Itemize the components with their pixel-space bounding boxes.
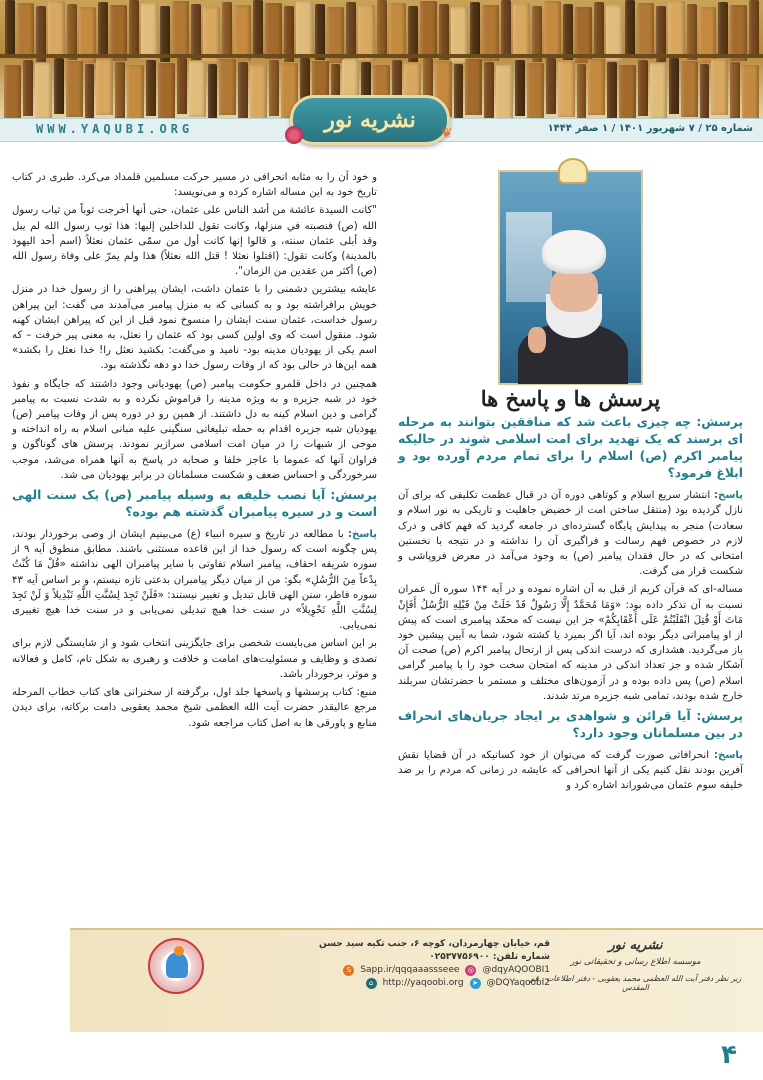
footer-social-row (220, 977, 550, 990)
book-spine (98, 2, 108, 58)
book-spine (4, 65, 21, 118)
answer-label: پاسخ: (713, 490, 743, 502)
answer-paragraph (398, 748, 743, 794)
body-paragraph: و خود آن را به مثابه انحرافی در مسیر حرکت مسلمین قلمداد می‌کرد. طبری در کتاب تاریخ خود به این مساله اشاره کرده و می‌نویسد: (12, 172, 377, 199)
body-paragraph: همچنین در داخل قلمرو حکومت پیامبر (ص) یهودیانی وجود داشتند که جایگاه و نفوذ خود در شبه جزیره و به ویژه مدینه را فراموش نکرده و به شدت نسبت به پیامبر گرامی و دین اسلام کینه به دل داشتند. از همین رو در دوره پس از وفات پیامبر (ص) یهودیان شبه جزیره اقدام به حمله تبلیغاتی سنگینی علیه مبانی اسلام به راه انداخته و موجی از شبهات را در میان امت اسلامی سرازیر نمودند. پرسش های گوناگون و فراوان آنها که عموما با عاجز خلفا و صحابه در پاسخ به آنها همراه می‌شد، موجب سرخوردگی و احساس ضعف و شکست مسلمانان در برابر یهودیان می شد. (12, 378, 377, 481)
book-spine (606, 5, 623, 61)
journal-logo (290, 95, 453, 145)
book-spine (730, 5, 747, 61)
book-spine (127, 65, 144, 118)
portrait-face (550, 268, 598, 312)
book-spine (265, 3, 282, 59)
book-spine (439, 4, 449, 60)
section-title: پرسش ها و پاسخ ها (480, 386, 661, 411)
arabic-quote: "كانت السيدة عائشة من أشد الناس على عثمان، حتى أنها أخرجت ثوباً من ثياب رسول الله (ص) فنصبته في منزلها، وكانت تقول للداخلين إليها: هذا ثوب رسول الله لم يبل وقد أبلى عثمان سنته، و قالوا إنها كانت أول من سمّى عثمان نعثلاً (اسم أحد اليهود بالمدينة) وكانت تقول: (اقتلوا نعثلا ! قتل الله نعثلاً) هذا ولم يمرّ على وفاة رسول الله (ص) أكثر من عقدين من الزمان". (12, 205, 377, 278)
book-spine (650, 63, 667, 118)
telegram-icon: ➤ (470, 978, 481, 989)
book-spine (96, 59, 113, 115)
chandelier-icon (558, 158, 588, 184)
soroush-icon: S (343, 965, 354, 976)
book-spine (625, 0, 635, 56)
book-spine (577, 64, 587, 118)
book-spine (189, 61, 206, 117)
answer-text: انحرافاتی صورت گرفت که می‌توان از خود کسانیکه در آن قضایا نقش آفرین بودند نقل کنیم یکی از آنها انحرافی که عایشه در زمانی که مردم را بر ضد خلیفه سوم عثمان می‌شوراند اشاره کرد و (398, 750, 743, 792)
book-spine (749, 0, 759, 56)
book-spine (219, 59, 236, 115)
book-spine (85, 64, 95, 118)
footer-band (70, 928, 763, 1032)
footer-contact-info (220, 938, 550, 990)
book-spine (389, 3, 406, 59)
answer-text: با مطالعه در تاریخ و سیره انبیاء (ع) می‌بینیم ایشان از وصی برخوردار بودند، پس چگونه است که رسول خدا از این قاعده مستثنی باشند. مطابق منطوق آیه ۹ از سوره شریفه احقاف، پیامبر اسلام تفاوتی با سایر پیامبران الهی نداشته «قُلْ مَا كُنْتُ بِدْعاً مِنَ الرُّسُلِ» بگو: من از میان دیگر پیامبران بدعتی تازه نیستم، و بر اساس آیه ۴۳ سوره فاطر، سنن الهی قابل تبدیل و تغییر نیستند: «فَلَنْ تَجِدَ لِسُنَّتِ اللَّهِ تَبْدِيلاً وَ لَنْ تَجِدَ لِسُنَّتِ اللَّهِ تَحْوِيلاً» در سنت خدا هیچ تبدیلی نمی‌یابی و در سنت خدا هیچ تغییری نمی‌یابی. (12, 529, 377, 632)
book-spine (588, 59, 605, 115)
book-spine (222, 2, 232, 58)
question-heading: پرسش: آیا قرائن و شواهدی بر ایجاد جریان‌های انحراف در بین مسلمانان وجود دارد؟ (398, 709, 743, 741)
book-spine (482, 5, 499, 61)
footer (0, 928, 763, 1080)
answer-text: انتشار سریع اسلام و کوتاهی دوره آن در قبال عظمت تکلیفی که برای آن نازل گردیده بود (منتقل ساختن امت از خضیض جاهلیت و تاریکی به نور اسلام و سعادت) منجر به پیدایش پایگاه گسترده‌ای در جامعه گردید که فهم کافی و درک لازم در خصوص فهم رسالت و فراگیری آن را نداشته و در نتیجه با نخستین امتحانی که در حال فقدان پیامبر (ص) به وجود می‌آمد در معرض فروپاشی و شکست قرار می گرفت. (398, 490, 743, 578)
issue-info: شماره ۲۵ / ۷ شهریور ۱۴۰۱ / ۱ صفر ۱۴۴۴ (547, 123, 753, 134)
book-spine (527, 63, 544, 118)
book-spine (346, 2, 356, 58)
portrait-turban (542, 230, 606, 274)
footer-phone (220, 951, 550, 964)
publisher-subtitle: زیر نظر دفتر آیت الله العظمی محمد یعقوبی - دفتر اطلاعات ، قم المقدس (529, 974, 742, 992)
book-spine (141, 3, 158, 59)
book-spine (669, 58, 679, 114)
phone-text: شماره تلفن: ۰۲۵۳۷۷۵۶۹۰۰ (429, 952, 550, 962)
footer-address (220, 938, 550, 951)
book-spine (35, 63, 52, 118)
question-heading: پرسش: آیا نصب خلیفه به وسیله پیامبر (ص) یک سنت الهی است و در سیره پیامبران گذشته هم بوده؟ (12, 488, 377, 520)
portrait-hand (528, 327, 546, 353)
book-spine (513, 3, 530, 59)
book-spine (711, 59, 728, 115)
emblem-dot (174, 946, 184, 956)
book-spine (619, 65, 636, 118)
book-spine (668, 1, 685, 57)
web-icon: ⌂ (366, 978, 377, 989)
book-spine (594, 2, 604, 58)
book-spine (191, 4, 201, 60)
book-spine (687, 4, 697, 60)
right-column (398, 170, 743, 797)
source-note: منبع: کتاب پرسشها و پاسخها جلد اول، برگرفته از سخنرانی های کتاب خطاب المرحله مرجع عالیقدر حضرت آیت الله العظمی شیخ محمد یعقوبی دامت برکاته، برای دیدن منابع و پاورقی ها به اصل کتاب مراجعه شود. (12, 687, 377, 729)
book-spine (5, 0, 15, 56)
book-spine (465, 59, 482, 115)
bird-icon: ❦ (441, 126, 453, 142)
book-spine (501, 0, 511, 56)
book-spine (158, 63, 175, 118)
book-spine (742, 65, 759, 118)
book-spine (54, 58, 64, 114)
book-spine (253, 0, 263, 56)
institute-emblem-icon (148, 938, 204, 994)
page-number: ۴ (721, 1040, 737, 1070)
book-spine (115, 62, 125, 118)
website-link[interactable]: http://yaqoobi.org (382, 978, 464, 988)
book-spine (17, 3, 34, 59)
book-spine (234, 5, 251, 61)
book-spine (470, 2, 480, 58)
book-spine (496, 65, 513, 118)
publisher-name: نشریه نور (608, 938, 663, 953)
soroush-link[interactable]: Sapp.ir/qqqaaassseee (360, 965, 460, 975)
book-spine (515, 60, 525, 116)
book-spine (637, 3, 654, 59)
instagram-icon: ◎ (465, 965, 476, 976)
book-spine (208, 64, 218, 118)
book-spine (296, 1, 313, 57)
left-column (12, 170, 377, 734)
book-spine (638, 60, 648, 116)
bookshelf-top-row (0, 0, 763, 56)
answer-label: پاسخ: (347, 529, 377, 541)
book-spine (48, 1, 65, 57)
instagram-link[interactable]: @dqyAQOOBI1 (482, 965, 550, 975)
book-spine (250, 65, 267, 118)
book-spine (681, 61, 698, 117)
book-spine (607, 62, 617, 118)
body-paragraph: عایشه بیشترین دشمنی را با عثمان داشت، ایشان پیراهنی را از رسول خدا در منزل خویش برافراشته بود و به کسانی که به منزل پیامبر می‌آمدند می گفت: این پیراهن رسول خداست، عثمان سنت ایشان را منسوخ نمود قبل از این که پیراهن ایشان کهنه شود. منقول است که وی اولین کسی بود که عثمان را نعثل، به معنی پیر خرفت – که اسم یکی از یهودیان مدینه بود- نامید و می‌گفت: بکشید نعثل را! خدا نعثل را بکشد» همه این‌ها در حالی بود که از وفات رسول خدا دو دهه نگذشته بود. (12, 284, 377, 372)
book-spine (67, 4, 77, 60)
book-spine (315, 4, 325, 60)
book-spine (23, 60, 33, 116)
book-spine (730, 62, 740, 118)
book-spine (269, 60, 279, 116)
answer-label: پاسخ: (713, 750, 743, 762)
book-spine (358, 5, 375, 61)
book-spine (454, 64, 464, 118)
book-spine (146, 60, 156, 116)
book-spine (700, 64, 710, 118)
publisher-block (528, 938, 743, 992)
book-spine (129, 0, 139, 56)
book-spine (238, 62, 248, 118)
book-spine (66, 61, 83, 117)
book-spine (177, 58, 187, 114)
book-spine (546, 58, 556, 114)
book-spine (420, 1, 437, 57)
answer-paragraph: مساله‌-ای که قرآن کریم از قبل به آن اشاره نموده و در آیه ۱۴۴ سوره آل عمران نسبت به آن تذکر داده بود: «وَمَا مُحَمَّدٌ إِلَّا رَسُولٌ قَدْ خَلَتْ مِنْ قَبْلِهِ الرُّسُلُ أَفَإِنْ مَاتَ أَوْ قُتِلَ انْقَلَبْتُمْ عَلَى أَعْقَابِكُمْ» جز این نیست که محمّد پیامبری است که پیش از او پیامبرانی دیگر بوده اند، آیا اگر بمیرد یا کشته شود، شما به آیین پیشین خود باز می‌گردید. هشداری که درست اندکی پس از ارتحال پیامبر اکرم (ص) صحت آن آشکار شده و جز تعداد اندکی در مدینه که امتحان سخت خود را با پیامبر گرامی اسلام (ص) پس داده بوده و در آزمون‌های مختلف و مستمر با حضرتشان سربلند خارج شده بودند، تمامی شبه جزیره مرتد شدند. (398, 584, 744, 702)
book-spine (484, 62, 494, 118)
answer-paragraph (398, 488, 743, 579)
telegram-link[interactable]: @DQYaqoobi2 (486, 978, 550, 988)
book-spine (544, 1, 561, 57)
flower-icon (285, 126, 303, 144)
book-spine (563, 4, 573, 60)
site-url[interactable]: WWW.YAQUBI.ORG (36, 122, 194, 136)
answer-paragraph (12, 527, 377, 633)
footer-social-row (220, 964, 550, 977)
book-spine (558, 61, 575, 117)
question-heading: پرسش: چه چیزی باعث شد که منافقین بتوانند به مرحله ای برسند که یک تهدید برای امت اسلامی شوند در حالیکه پیامبر اکرم (ص) اسلام را برای تمام مردم آورده بود و ابلاغ فرمود؟ (398, 415, 743, 481)
address-text: قم، خیابان چهارمردان، کوچه ۶، جنب تکیه سید حسن (318, 939, 550, 949)
scholar-portrait (498, 170, 643, 385)
publisher-description: موسسه اطلاع رسانی و تحقیقاتی نور (570, 957, 701, 967)
book-spine (172, 1, 189, 57)
book-spine (718, 2, 728, 58)
logo-text: نشریه نور (324, 107, 416, 133)
book-spine (110, 5, 127, 61)
book-spine (377, 0, 387, 56)
answer-paragraph: بر این اساس می‌بایست شخصی برای جایگزینی انتخاب شود و از شایستگی لازم برای تصدی و وظایف و مسئولیت‌های امامت و خلافت و رهبری به شکل تام، کامل و فعالانه و موثر، برخوردار باشد. (12, 638, 377, 680)
